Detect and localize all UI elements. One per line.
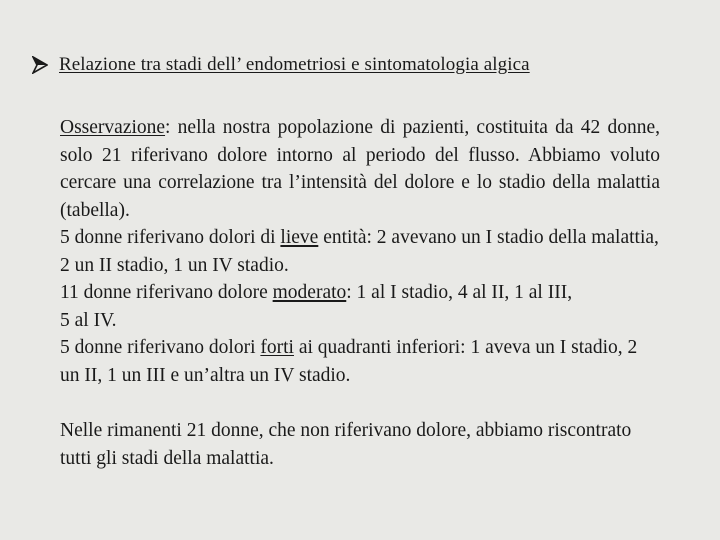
slide-body — [60, 114, 660, 472]
moderate-prefix: 11 donne riferivano dolore — [60, 282, 273, 303]
moderate-line1-rest: : 1 al I stadio, 4 al II, 1 al III, — [346, 282, 573, 303]
paragraph-spacer — [60, 389, 660, 417]
strong-pain-paragraph — [60, 334, 660, 389]
moderate-line2: 5 al IV. — [60, 309, 117, 331]
heading-title: Relazione tra stadi dell’ endometriosi e sintomatologia algica — [59, 54, 530, 75]
arrowhead-bullet-icon — [32, 55, 48, 75]
moderate-pain-paragraph — [60, 279, 660, 334]
moderate-term: moderato — [272, 282, 347, 303]
remaining-paragraph: Nelle rimanenti 21 donne, che non riferivano dolore, abbiamo riscontrato tutti gli stadi della malattia. — [60, 420, 632, 469]
slide-heading — [32, 54, 530, 76]
strong-term: forti — [260, 337, 294, 358]
observation-label: Osservazione — [60, 117, 166, 138]
mild-suffix: entità: 2 avevano un I stadio della malattia, 2 un II stadio, 1 un IV stadio. — [60, 227, 659, 276]
strong-suffix: ai quadranti inferiori: 1 aveva un I stadio, 2 un II, 1 un III e un’altra un IV stadio. — [60, 337, 638, 386]
mild-prefix: 5 donne riferivano dolori di — [60, 227, 281, 248]
mild-pain-paragraph — [60, 224, 660, 279]
observation-paragraph — [60, 114, 660, 224]
mild-term: lieve — [280, 227, 319, 248]
observation-text: : nella nostra popolazione di pazienti, costituita da 42 donne, solo 21 riferivano dolore intorno al periodo del flusso. Abbiamo voluto cercare una correlazione tra l’intensità del dolore e lo stadio della malattia (tabella). — [60, 117, 660, 221]
strong-prefix: 5 donne riferivano dolori — [60, 337, 261, 358]
